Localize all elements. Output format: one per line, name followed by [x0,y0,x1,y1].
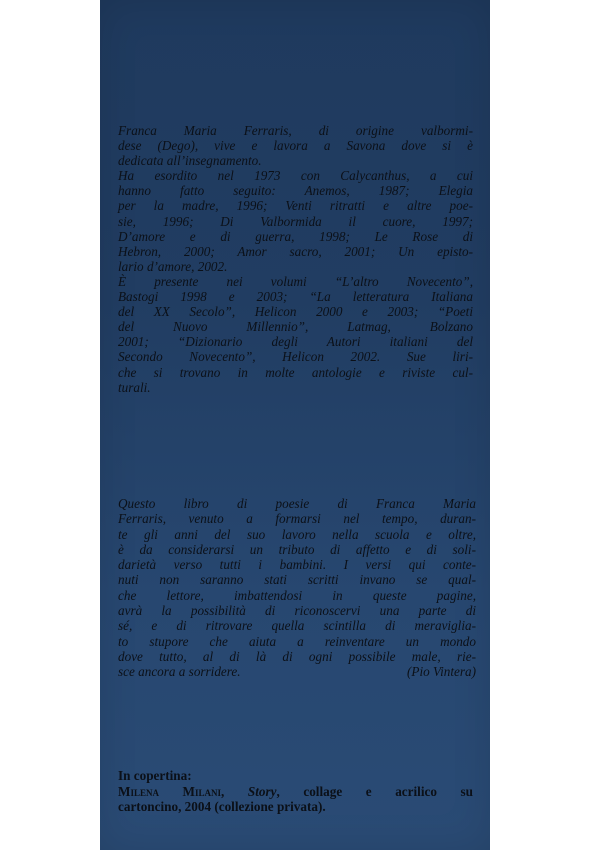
bio-line: sie, 1996; Di Valbormida il cuore, 1997; [118,213,473,229]
review-line: è da considerarsi un tributo di affetto e di soli- [118,541,476,557]
bio-line: turali. [118,379,151,395]
credit-work-title: Story [247,783,277,799]
credit-technique: , collage e acrilico su [276,783,473,799]
bio-line: dese (Dego), vive e lavora a Savona dove si è [118,138,473,154]
bio-line: Bastogi 1998 e 2003; “La letteratura Italiana [118,289,473,305]
bio-line: Secondo Novecento”, Helicon 2002. Sue liri- [118,349,473,365]
bio-line: D’amore e di guerra, 1998; Le Rose di [118,228,473,244]
review-line: Questo libro di poesie di Franca Maria [118,496,476,511]
author-biography [118,123,473,395]
review-line: sce ancora a sorridere. [118,664,241,680]
review-line: sé, e di ritrovare quella scintilla di meraviglia- [118,618,476,634]
bio-line: del XX Secolo”, Helicon 2000 e 2003; “Poeti [118,304,473,320]
bio-line: dedicata all’insegnamento. [118,153,262,169]
bio-line: È presente nei volumi “L’altro Novecento”, [118,273,473,289]
bio-line: Hebron, 2000; Amor sacro, 2001; Un episto- [118,243,473,259]
review-line: che lettore, imbattendosi in queste pagine, [118,587,476,603]
review-line: to stupore che aiuta a reinventare un mondo [118,633,476,649]
credit-line [118,784,473,800]
review-line: te gli anni del suo lavoro nella scuola e oltre, [118,526,476,542]
bio-line: del Nuovo Millennio”, Latmag, Bolzano [118,319,473,335]
credit-line: cartoncino, 2004 (collezione privata). [118,799,326,815]
review-line: avrà la possibilità di riconoscervi una parte di [118,603,476,619]
credit-artist: Milena Milani [118,783,221,799]
bio-line: lario d’amore, 2002. [118,258,228,274]
credit-separator: , [221,783,248,799]
review-line: darietà verso tutti i bambini. I versi qui conte- [118,557,476,573]
bio-line: hanno fatto seguito: Anemos, 1987; Elegia [118,183,473,199]
review-signature: (Pio Vintera) [407,664,476,680]
review-line: Ferraris, venuto a formarsi nel tempo, duran- [118,511,476,527]
credit-heading: In copertina: [118,768,192,783]
bio-line: Ha esordito nel 1973 con Calycanthus, a cui [118,168,473,184]
review-quote [118,496,476,680]
bio-line: per la madre, 1996; Venti ritratti e altre poe- [118,198,473,214]
bio-line: che si trovano in molte antologie e riviste cul- [118,364,473,380]
cover-credit [118,768,473,815]
review-line: nuti non saranno stati scritti invano se qual- [118,572,476,588]
review-last-line-row [118,664,476,679]
bio-line: Franca Maria Ferraris, di origine valbormi- [118,123,473,138]
review-line: dove tutto, al di là di ogni possibile male, rie- [118,648,476,664]
bio-line: 2001; “Dizionario degli Autori italiani del [118,334,473,350]
